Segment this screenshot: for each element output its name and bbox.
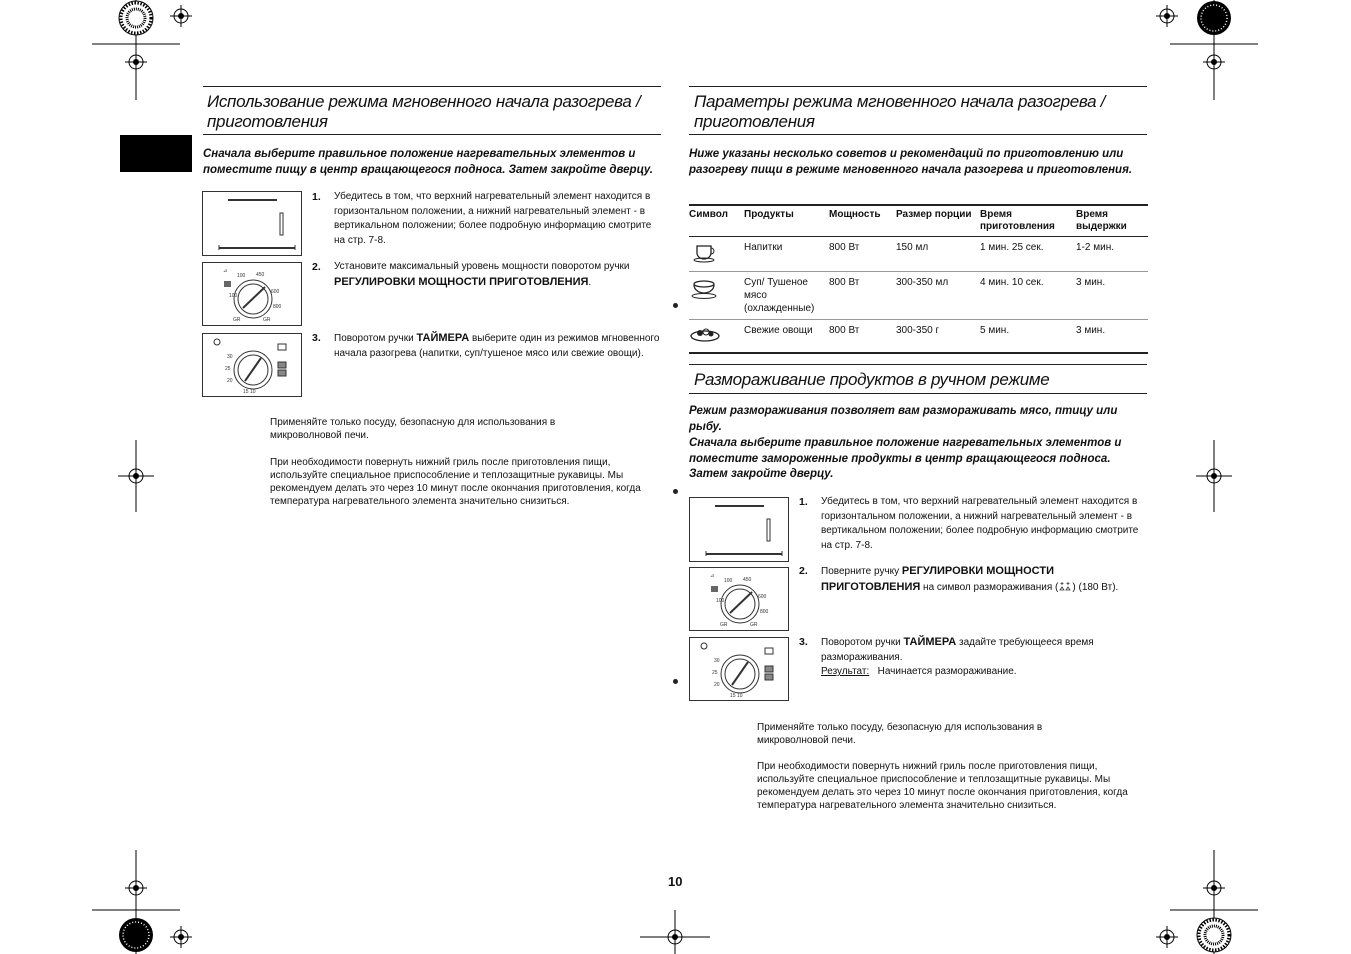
left-step-2: 2. Установите максимальный уровень мощности поворотом ручки РЕГУЛИРОВКИ МОЩНОСТИ ПРИГОТОВЛЕНИЯ.	[312, 261, 630, 288]
table-header: Размер порции	[896, 205, 980, 237]
page-number: 10	[668, 874, 683, 889]
table-header: Время приготовления	[980, 205, 1076, 237]
table-header: Символ	[689, 205, 744, 237]
right-step-3: 3. Поворотом ручки ТАЙМЕРА задайте требующееся время размораживания. Результат: Начинается размораживание.	[799, 636, 1094, 677]
binding-dot	[673, 303, 678, 308]
svg-text:30: 30	[714, 658, 720, 664]
svg-text:15 10: 15 10	[243, 389, 256, 395]
svg-text:30: 30	[227, 354, 233, 360]
svg-text:100: 100	[237, 273, 246, 279]
right-note-cookware: Применяйте только посуду, безопасную для использования в микроволновой печи.	[757, 722, 1043, 746]
left-step-1: 1. Убедитесь в том, что верхний нагревательный элемент находится в горизонтальном положении, а нижний нагревательный элемент - в вертикальном положении; более подробную информацию смотрите на стр. 7-8.	[312, 191, 652, 246]
svg-text:800: 800	[760, 609, 769, 615]
section-tab-marker	[120, 135, 192, 172]
timer-dial-figure	[202, 333, 302, 397]
table-header: Время выдержки	[1076, 205, 1148, 237]
power-dial-figure	[689, 567, 789, 631]
defrost-icon	[1058, 581, 1072, 591]
table-header: Продукты	[744, 205, 829, 237]
heating-elements-figure	[202, 191, 302, 256]
result-text: Начинается размораживание.	[877, 666, 1017, 677]
defrost-instructions-text: Сначала выберите правильное положение нагревательных элементов и поместите замороженные продукты в центр вращающегося подноса. Затем закройте дверцу.	[689, 437, 1122, 480]
svg-text:25: 25	[225, 366, 231, 372]
svg-text:100: 100	[716, 598, 725, 604]
svg-text:GR: GR	[233, 317, 241, 323]
svg-text:15 10: 15 10	[730, 693, 743, 699]
right-step-1: 1. Убедитесь в том, что верхний нагревательный элемент находится в горизонтальном положении, а нижний нагревательный элемент - в вертикальном положении; более подробную информацию смотрите на стр. 7-8.	[799, 496, 1139, 551]
right-section-title: Параметры режима мгновенного начала разогрева / приготовления	[694, 92, 1106, 131]
right-step-2: 2. Поверните ручку РЕГУЛИРОВКИ МОЩНОСТИ ПРИГОТОВЛЕНИЯ на символ размораживания ( ) (180 Вт).	[799, 565, 1119, 593]
svg-text:GR: GR	[750, 622, 758, 628]
left-intro-text: Сначала выберите правильное положение нагревательных элементов и поместите пищу в центр вращающегося подноса. Затем закройте дверцу.	[203, 148, 653, 176]
svg-text:GR: GR	[263, 317, 271, 323]
table-row: Свежие овощи 800 Вт 300-350 г 5 мин. 3 мин.	[689, 320, 1148, 354]
left-section-title: Использование режима мгновенного начала разогрева / приготовления	[207, 92, 641, 131]
svg-text:450: 450	[256, 272, 265, 278]
heating-elements-figure	[689, 497, 789, 562]
svg-text:⊿: ⊿	[223, 268, 228, 274]
svg-text:100: 100	[724, 578, 733, 584]
left-step-3: 3. Поворотом ручки ТАЙМЕРА выберите один из режимов мгновенного начала разогрева (напитки, суп/тушеное мясо или свежие овощи).	[312, 332, 660, 359]
defrost-section-title: Размораживание продуктов в ручном режиме	[694, 370, 1050, 389]
table-header: Мощность	[829, 205, 896, 237]
left-note-cookware: Применяйте только посуду, безопасную для использования в микроволновой печи.	[270, 417, 556, 441]
timer-dial-figure	[689, 637, 789, 701]
svg-text:20: 20	[227, 378, 233, 384]
soup-bowl-icon	[689, 276, 719, 300]
svg-text:GR: GR	[720, 622, 728, 628]
result-label: Результат:	[821, 666, 870, 677]
table-row: Суп/ Тушеное мясо (охлажденные) 800 Вт 300-350 мл 4 мин. 10 сек. 3 мин.	[689, 272, 1148, 320]
binding-dot	[673, 679, 678, 684]
svg-text:450: 450	[743, 577, 752, 583]
svg-text:⊿: ⊿	[710, 573, 715, 579]
right-intro-text: Ниже указаны несколько советов и рекомендаций по приготовлению или разогреву пищи в режиме мгновенного начала разогрева и приготовления.	[689, 148, 1133, 176]
svg-text:100: 100	[229, 293, 238, 299]
vegetables-icon	[689, 324, 721, 344]
svg-text:600: 600	[758, 594, 767, 600]
binding-dot	[673, 489, 678, 494]
svg-text:600: 600	[271, 289, 280, 295]
left-note-grill: При необходимости повернуть нижний гриль после приготовления пищи, используйте специальное приспособление и теплозащитные рукавицы. Мы рекомендуем делать это через 10 минут после окончания приготовления, когда температура нагревательного элемента значительно снизиться.	[270, 457, 641, 507]
svg-text:800: 800	[273, 304, 282, 310]
right-note-grill: При необходимости повернуть нижний гриль после приготовления пищи, используйте специальное приспособление и теплозащитные рукавицы. Мы рекомендуем делать это через 10 минут после окончания приготовления, когда температура нагревательного элемента значительно снизиться.	[757, 761, 1128, 811]
svg-text:25: 25	[712, 670, 718, 676]
instant-cook-parameters-table	[689, 204, 1148, 354]
power-dial-figure	[202, 262, 302, 326]
cup-icon	[689, 241, 719, 263]
defrost-intro-text: Режим размораживания позволяет вам размораживать мясо, птицу или рыбу.	[689, 405, 1118, 433]
table-row: Напитки 800 Вт 150 мл 1 мин. 25 сек. 1-2 мин.	[689, 237, 1148, 272]
svg-text:20: 20	[714, 682, 720, 688]
